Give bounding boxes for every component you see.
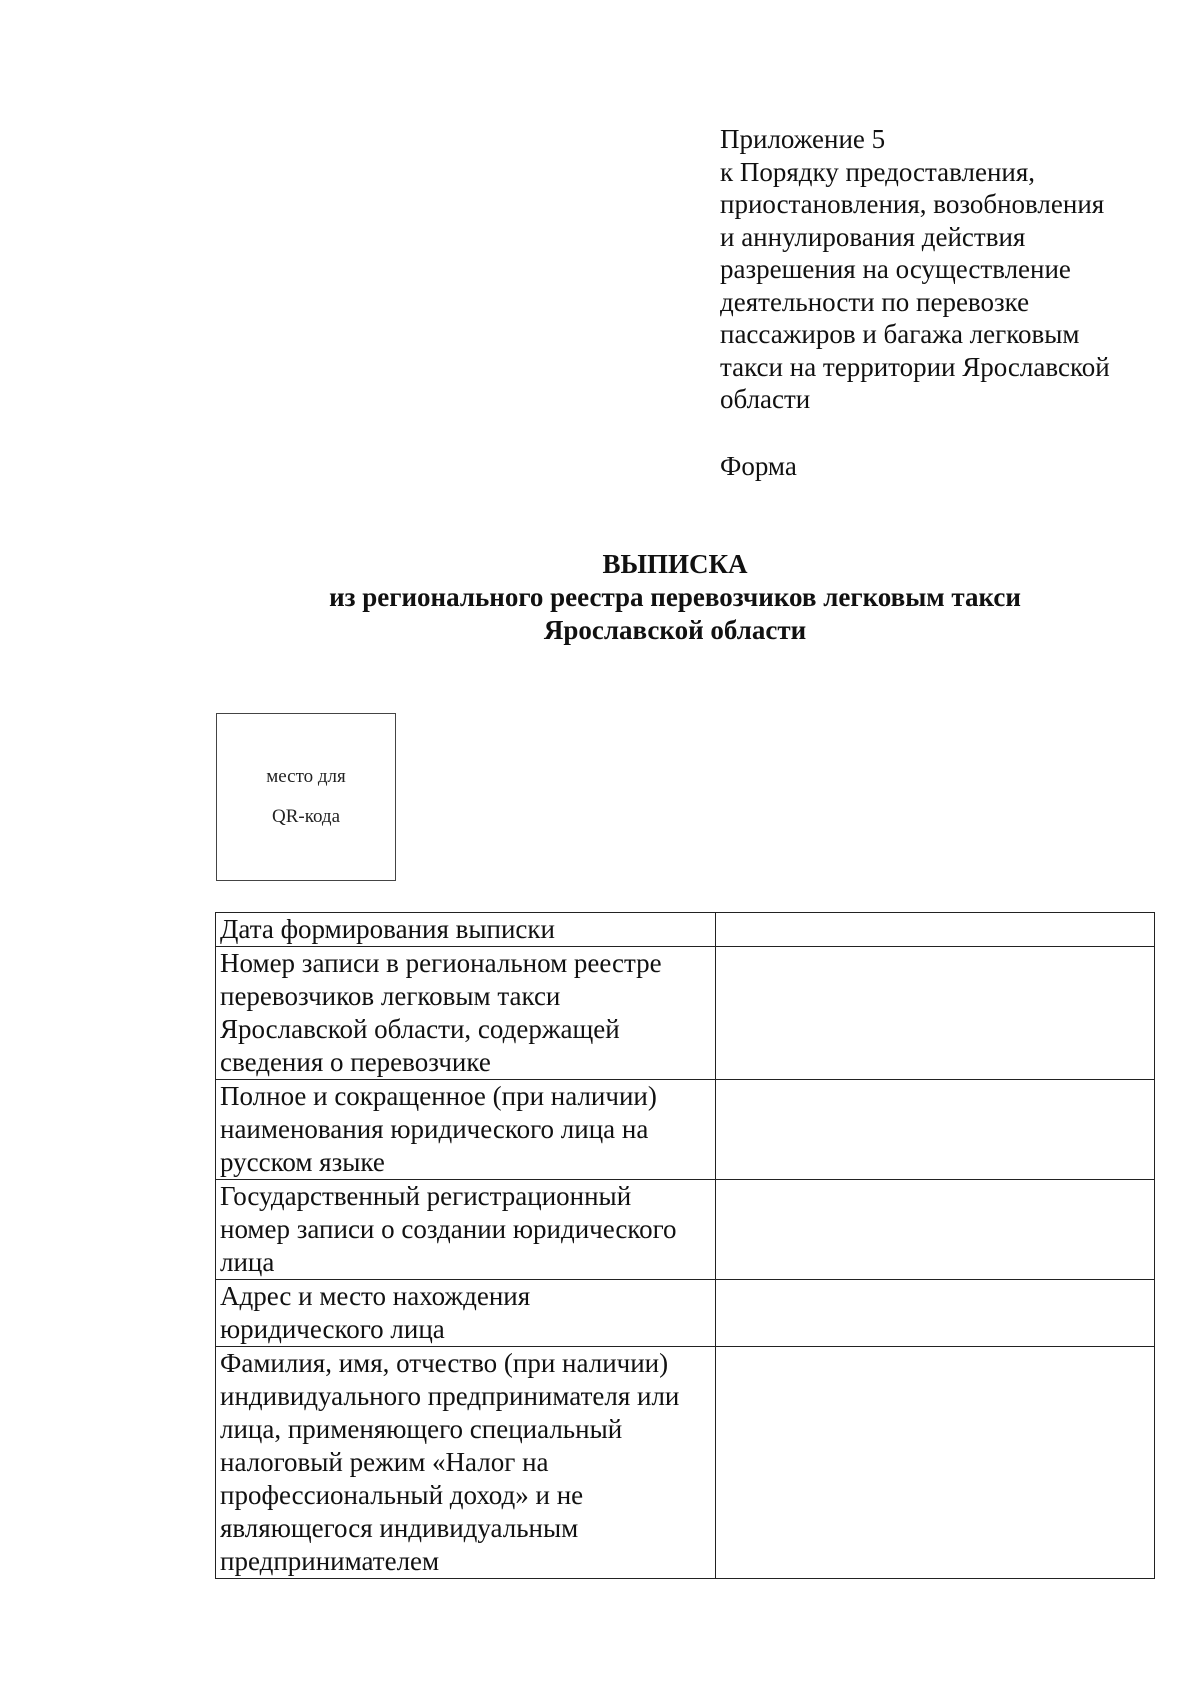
row-value-entrepreneur-full-name xyxy=(716,1347,1155,1579)
appendix-line: к Порядку предоставления, xyxy=(720,156,1036,187)
label-line: предпринимателем xyxy=(220,1546,440,1576)
row-label-extract-date xyxy=(216,913,716,947)
label-line: юридического лица xyxy=(220,1314,445,1344)
title-subtitle: из регионального реестра перевозчиков легковым такси xyxy=(329,582,1021,612)
appendix-line: пассажиров и багажа легковым xyxy=(720,319,1080,349)
label-line: русском языке xyxy=(220,1147,385,1177)
row-value-state-registration-number xyxy=(716,1180,1155,1280)
label-line: Номер записи в региональном реестре xyxy=(220,948,662,978)
row-label-legal-address xyxy=(216,1280,716,1347)
label-line: перевозчиков легковым такси xyxy=(220,981,561,1011)
row-value-extract-date xyxy=(716,913,1155,947)
label-line: Ярославской области, содержащей xyxy=(220,1014,620,1044)
label-line: Государственный регистрационный xyxy=(220,1181,632,1211)
appendix-reference xyxy=(720,123,1160,416)
appendix-line: области xyxy=(720,384,811,414)
label-line: лица, применяющего специальный xyxy=(220,1414,623,1444)
row-value-registry-entry-number xyxy=(716,947,1155,1080)
title-region: Ярославской области xyxy=(543,615,807,645)
row-value-legal-entity-name xyxy=(716,1080,1155,1180)
label-line: являющегося индивидуальным xyxy=(220,1513,579,1543)
appendix-line: приостановления, возобновления xyxy=(720,189,1105,219)
label-line: Адрес и место нахождения xyxy=(220,1281,531,1311)
qr-placeholder-line: место для xyxy=(266,766,346,787)
label-line: профессиональный доход» и не xyxy=(220,1480,584,1510)
document-title xyxy=(0,548,1200,647)
label-line: лица xyxy=(220,1247,275,1277)
label-line: номер записи о создании юридического xyxy=(220,1214,677,1244)
extract-table-grid xyxy=(215,912,1155,1579)
table-row xyxy=(216,913,1155,947)
title-main: ВЫПИСКА xyxy=(602,549,748,579)
label-line: налоговый режим «Налог на xyxy=(220,1447,549,1477)
row-value-legal-address xyxy=(716,1280,1155,1347)
label-line: индивидуального предпринимателя или xyxy=(220,1381,680,1411)
label-line: Полное и сокращенное (при наличии) xyxy=(220,1081,657,1111)
label-line: сведения о перевозчике xyxy=(220,1047,491,1077)
appendix-line: разрешения на осуществление xyxy=(720,254,1071,284)
extract-table xyxy=(215,912,1148,1579)
row-label-registry-entry-number xyxy=(216,947,716,1080)
label-line: наименования юридического лица на xyxy=(220,1114,649,1144)
table-row xyxy=(216,1280,1155,1347)
table-row xyxy=(216,947,1155,1080)
label-line: Фамилия, имя, отчество (при наличии) xyxy=(220,1348,669,1378)
qr-placeholder-line: QR-кода xyxy=(271,806,341,827)
table-row xyxy=(216,1347,1155,1579)
form-label: Форма xyxy=(720,451,797,481)
row-label-state-registration-number xyxy=(216,1180,716,1280)
row-label-entrepreneur-full-name xyxy=(216,1347,716,1579)
appendix-line: деятельности по перевозке xyxy=(720,286,1030,317)
row-label-legal-entity-name xyxy=(216,1080,716,1180)
appendix-line: такси на территории Ярославской xyxy=(720,351,1110,382)
table-row xyxy=(216,1180,1155,1280)
table-row xyxy=(216,1080,1155,1180)
appendix-line: и аннулирования действия xyxy=(720,221,1026,252)
label-line: Дата формирования выписки xyxy=(220,914,555,944)
appendix-line: Приложение 5 xyxy=(720,124,886,154)
qr-code-placeholder xyxy=(216,713,396,881)
